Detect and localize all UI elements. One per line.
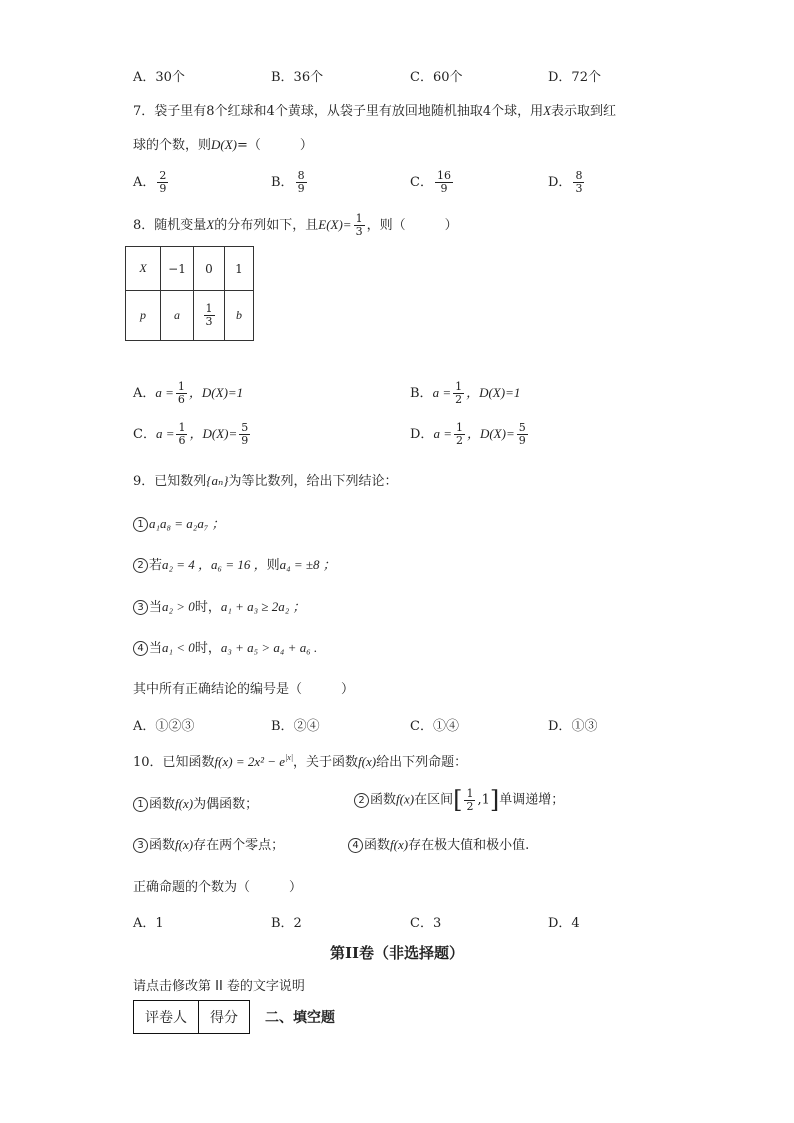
number-4-icon: 4 [348,838,363,853]
q9-option-b: B．②④ [271,719,320,734]
q8-stem: 8．随机变量X的分布列如下，且E(X)= $\frac{1}{3}$ ，则（ ） [133,212,458,238]
q10-proposition-2: 2 函数f(x)在区间[ $\frac{1}{2}$ ,1]单调递增； [354,786,564,814]
q10-option-c: C．3 [410,916,442,931]
table-cell: $\frac{1}{3}$ [194,291,225,341]
number-2-icon: 2 [354,793,369,808]
section-title: 第II卷（非选择题） [329,944,465,962]
q7-stem-line2: 球的个数，则D(X)=（ ） [133,137,313,153]
q6-option-b: B．36个 [271,70,324,85]
grader-cell: 评卷人 [134,1001,199,1034]
q10-proposition-3: 3 函数f(x)存在两个零点； [133,834,284,853]
table-cell: −1 [161,247,194,291]
score-box [133,1000,250,1034]
q6-option-d: D．72个 [548,70,601,85]
q8-option-a: A．a = $\frac{1}{6}$ ，D(X)=1 [133,380,244,406]
q10-proposition-1: 1 函数f(x)为偶函数； [133,793,258,812]
q9-option-a: A．①②③ [133,719,195,734]
q7-option-c: C． $\frac{16}{9}$ [410,169,451,195]
number-3-icon: 3 [133,600,148,615]
q9-option-c: C．①④ [410,719,459,734]
table-cell: 1 [225,247,254,291]
q7-option-a: A． $\frac{2}{9}$ [133,169,167,195]
number-1-icon: 1 [133,517,148,532]
number-2-icon: 2 [133,558,148,573]
q9-stem: 9．已知数列{aₙ}为等比数列，给出下列结论： [133,473,398,489]
q10-stem: 10．已知函数$f(x) = 2x^2 - e^{|x|}$，关于函数f(x)给出下列命题： [133,753,468,770]
q9-statement-4: 4 当a₁ < 0时，a₃ + a₅ > a₄ + a₆ . [133,637,317,656]
q7-option-b: B． $\frac{8}{9}$ [271,169,305,195]
q6-option-a: A．30个 [133,70,185,85]
q9-option-d: D．①③ [548,719,598,734]
table-cell: a [161,291,194,341]
q10-option-d: D．4 [548,916,580,931]
q8-option-c: C．a = $\frac{1}{6}$ ，D(X)= $\frac{5}{9}$ [133,421,249,447]
q9-ask: 其中所有正确结论的编号是（ ） [133,682,355,697]
q9-statement-3: 3 当a₂ > 0时，a₁ + a₃ ≥ 2a₂ ； [133,596,306,615]
q8-option-b: B．a = $\frac{1}{2}$ ，D(X)=1 [410,380,521,406]
number-3-icon: 3 [133,838,148,853]
distribution-table [125,246,254,341]
fill-in-heading: 二、填空题 [265,1010,335,1026]
q9-statement-1: 1 a₁a₈ = a₂a₇ ； [133,513,225,532]
table-cell: b [225,291,254,341]
table-cell: 0 [194,247,225,291]
q10-proposition-4: 4 函数f(x)存在极大值和极小值. [348,834,529,853]
score-cell: 得分 [199,1001,250,1034]
q9-statement-2: 2 若a₂ = 4 ，a₆ = 16 ，则a₄ = ±8 ； [133,554,336,573]
q10-ask: 正确命题的个数为（ ） [133,880,303,895]
table-cell: X [126,247,161,291]
q6-option-c: C．60个 [410,70,463,85]
number-1-icon: 1 [133,797,148,812]
q10-option-a: A．1 [133,916,164,931]
q8-option-d: D．a = $\frac{1}{2}$ ，D(X)= $\frac{5}{9}$ [410,421,526,447]
number-4-icon: 4 [133,641,148,656]
table-cell: p [126,291,161,341]
q10-option-b: B．2 [271,916,302,931]
q7-option-d: D． $\frac{8}{3}$ [548,169,583,195]
section-note[interactable]: 请点击修改第 II 卷的文字说明 [133,979,305,994]
q7-stem-line1: 7．袋子里有8个红球和4个黄球，从袋子里有放回地随机抽取4个球，用X表示取到红 [133,103,617,119]
